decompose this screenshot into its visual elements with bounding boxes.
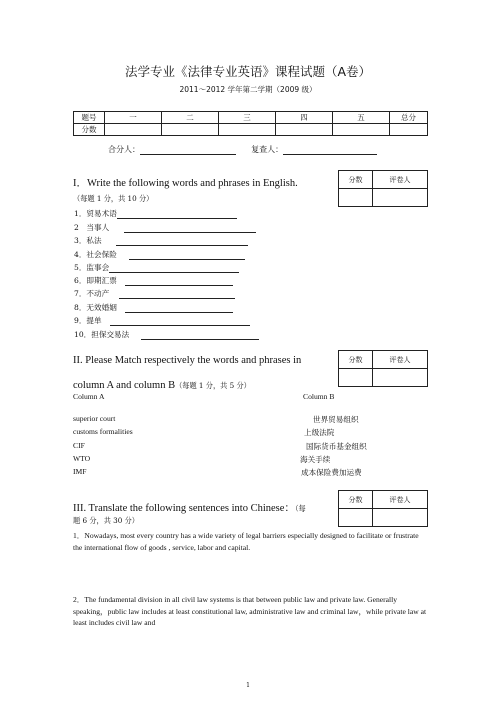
section2-heading-line1: II. Please Match respectively the words and phrases in: [73, 355, 302, 366]
column-b-item: 成本保险费加运费: [301, 468, 362, 477]
grade-cell: 总分: [390, 112, 428, 124]
grade-cell: 分数: [74, 124, 105, 136]
vocab-item: 5．监事会: [74, 262, 239, 273]
review-blank[interactable]: [283, 145, 377, 155]
exam-title: 法学专业《法律专业英语》课程试题（A卷）: [124, 64, 372, 79]
column-a-item: IMF: [73, 467, 87, 476]
grade-cell: 二: [162, 112, 219, 124]
grade-input-cell[interactable]: [333, 124, 390, 136]
grader-box-label: 评卷人: [373, 171, 428, 189]
grader-box-label: 评卷人: [373, 351, 428, 369]
grade-input-cell[interactable]: [276, 124, 333, 136]
column-b-item: 世界贸易组织: [313, 415, 359, 424]
score-box-label: 分数: [339, 351, 373, 369]
page-number: 1: [246, 682, 250, 689]
score-box-1: [338, 170, 428, 207]
column-a-item: customs formalities: [73, 427, 133, 436]
grade-cell: 题号: [74, 112, 105, 124]
vocab-item: 2 当事人: [74, 222, 256, 233]
translation-sentence-2: 2．The fundamental division in all civil law systems is that between public law and private law. Generally speaking，public law includes at least constitutional law, administrative law and criminal law，while private law at least includes civil law and: [73, 595, 427, 627]
grade-input-cell[interactable]: [390, 124, 428, 136]
grade-cell: 三: [219, 112, 276, 124]
score-box-2: [338, 350, 428, 387]
section3-note: 题 6 分，共 30 分）: [73, 516, 139, 525]
score-box-input[interactable]: [339, 189, 373, 207]
section2-heading-line2: column A and column B（每题 1 分，共 5 分）: [73, 380, 251, 391]
column-b-item: 海关手续: [300, 455, 331, 464]
column-a-item: superior court: [73, 414, 116, 423]
score-box-3: [338, 490, 428, 527]
grade-cell: 一: [105, 112, 162, 124]
score-box-label: 分数: [339, 171, 373, 189]
grade-table-header-row: [74, 112, 428, 124]
grader-box-input[interactable]: [373, 189, 428, 207]
column-a-item: CIF: [73, 441, 85, 450]
column-b-header: Column B: [303, 392, 335, 401]
vocab-item: 6．即期汇票: [74, 275, 233, 286]
score-box-input[interactable]: [339, 509, 373, 527]
grade-cell: 五: [333, 112, 390, 124]
grade-cell: 四: [276, 112, 333, 124]
vocab-item: 8．无效婚姻: [74, 302, 233, 313]
column-b-item: 国际货币基金组织: [306, 442, 367, 451]
column-b-item: 上级法院: [304, 428, 335, 437]
grader-box-input[interactable]: [373, 509, 428, 527]
score-box-input[interactable]: [339, 369, 373, 387]
column-a-item: WTO: [73, 454, 91, 463]
section3-heading: III. Translate the following sentences into Chinese：（每: [73, 503, 306, 514]
grade-input-cell[interactable]: [105, 124, 162, 136]
grade-input-cell[interactable]: [162, 124, 219, 136]
vocab-item: 3．私法: [74, 235, 248, 246]
grade-input-cell[interactable]: [219, 124, 276, 136]
vocab-item: 4．社会保险: [74, 249, 245, 260]
translation-sentence-1: 1．Nowadays, most every country has a wide variety of legal barriers especially designed to facilitate or frustrate the international flow of goods , service, labor and capital.: [73, 531, 419, 552]
section1-note: （每题 1 分，共 10 分）: [73, 194, 154, 203]
grade-table: [73, 111, 428, 136]
vocab-item: 1．贸易术语: [74, 208, 237, 219]
section1-heading: I．Write the following words and phrases in English.: [73, 178, 298, 189]
column-a-header: Column A: [73, 392, 105, 401]
score-box-label: 分数: [339, 491, 373, 509]
grader-box-input[interactable]: [373, 369, 428, 387]
sign-line: [108, 144, 377, 155]
tally-blank[interactable]: [140, 145, 236, 155]
vocab-item: 9．提单: [74, 315, 250, 326]
grader-box-label: 评卷人: [373, 491, 428, 509]
vocab-item: 7．不动产: [74, 288, 235, 299]
exam-subtitle: 2011～2012 学年第二学期（2009 级）: [179, 85, 317, 94]
vocab-item: 10．担保交易法: [74, 329, 259, 340]
tally-label: 合分人：: [108, 145, 140, 154]
review-label: 复查人：: [251, 145, 284, 154]
grade-table-score-row: [74, 124, 428, 136]
